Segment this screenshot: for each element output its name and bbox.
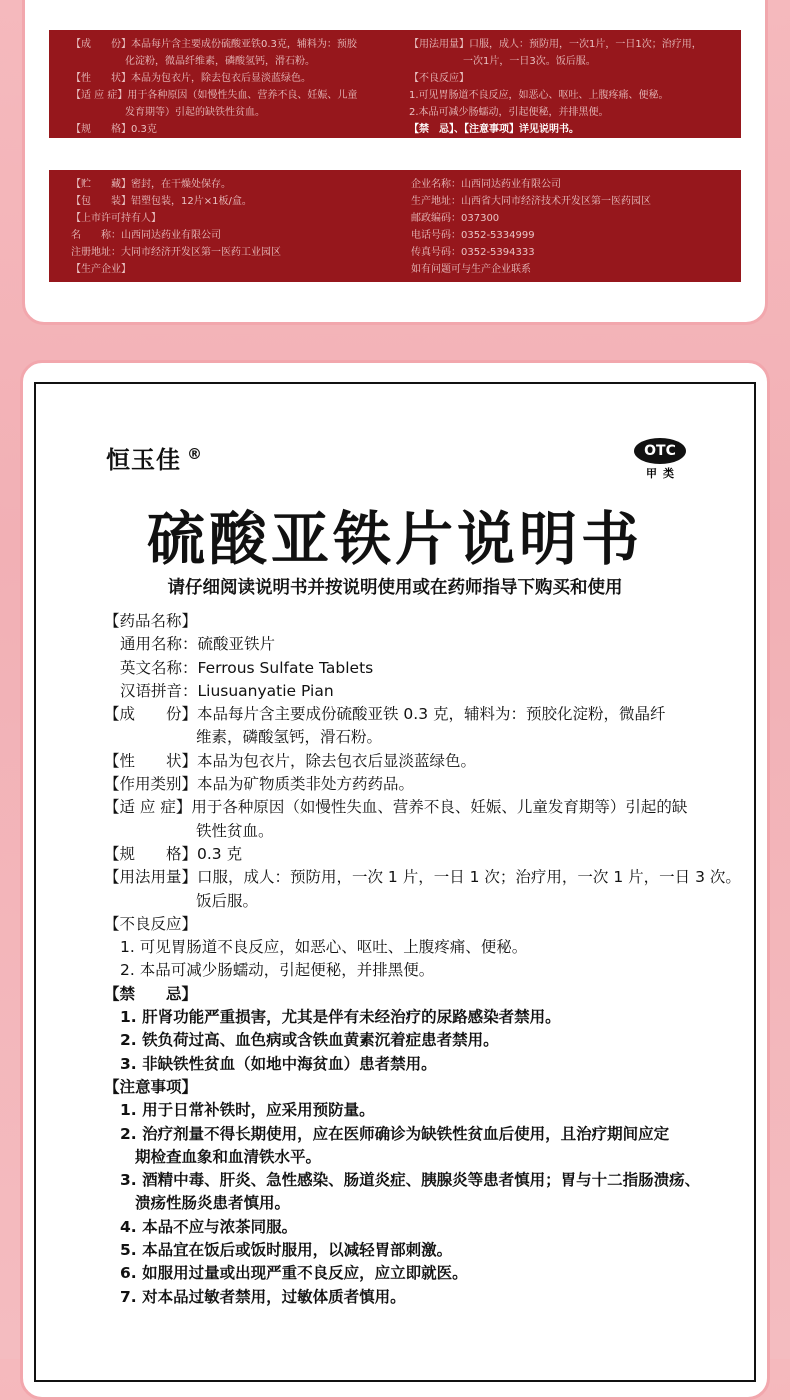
summary-line: 【适 应 症】用于各种原因（如慢性失血、营养不良、妊娠、儿童	[71, 90, 358, 101]
content-line: 通用名称：硫酸亚铁片	[120, 635, 276, 654]
summary-line: 发育期等）引起的缺铁性贫血。	[125, 107, 265, 118]
brand-name: 恒玉佳 ®	[106, 445, 203, 474]
summary-box-manufacturer	[49, 170, 741, 282]
summary-line: 【贮 藏】密封，在干燥处保存。	[71, 179, 231, 190]
registered-mark-icon: ®	[187, 445, 203, 463]
content-line: 维素，磷酸氢钙，滑石粉。	[196, 728, 383, 747]
otc-oval-icon: OTC	[634, 438, 686, 464]
section-heading: 【禁 忌】	[104, 984, 198, 1003]
content-line: 1. 肝肾功能严重损害，尤其是伴有未经治疗的尿路感染者禁用。	[120, 1008, 561, 1027]
content-line: 【性 状】本品为包衣片，除去包衣后显淡蓝绿色。	[104, 751, 477, 770]
otc-badge	[634, 438, 686, 481]
content-line: 5. 本品宜在饭后或饭时服用，以减轻胃部刺激。	[120, 1241, 453, 1260]
summary-line: 【生产企业】	[71, 264, 131, 275]
summary-line: 1.可见胃肠道不良反应，如恶心、呕吐、上腹疼痛、便秘。	[409, 90, 669, 101]
leaflet-content	[104, 610, 741, 1309]
content-line: 1. 可见胃肠道不良反应，如恶心、呕吐、上腹疼痛、便秘。	[120, 938, 528, 957]
summary-line: 【性 状】本品为包衣片，除去包衣后显淡蓝绿色。	[71, 73, 311, 84]
content-line: 6. 如服用过量或出现严重不良反应，应立即就医。	[120, 1264, 468, 1283]
summary-line: 电话号码：0352-5334999	[411, 230, 535, 241]
summary-line: 化淀粉，微晶纤维素，磷酸氢钙，滑石粉。	[125, 56, 315, 67]
content-line: 2. 治疗剂量不得长期使用，应在医师确诊为缺铁性贫血后使用，且治疗期间应定	[120, 1124, 670, 1143]
content-line: 铁性贫血。	[196, 821, 274, 840]
content-line: 【成 份】本品每片含主要成份硫酸亚铁 0.3 克，辅料为：预胶化淀粉，微晶纤	[104, 705, 666, 724]
summary-box-usage-left	[71, 36, 391, 138]
summary-line: 如有问题可与生产企业联系	[411, 264, 531, 275]
summary-line: 名 称：山西同达药业有限公司	[71, 230, 221, 241]
otc-class: 甲类	[646, 467, 680, 480]
content-line: 溃疡性肠炎患者慎用。	[135, 1194, 291, 1213]
summary-line: 【上市许可持有人】	[71, 213, 161, 224]
section-heading: 【不良反应】	[104, 914, 198, 933]
summary-line: 企业名称：山西同达药业有限公司	[411, 179, 561, 190]
content-line: 【作用类别】本品为矿物质类非处方药药品。	[104, 775, 415, 794]
leaflet-subtitle: 请仔细阅读说明书并按说明使用或在药师指导下购买和使用	[167, 578, 623, 598]
summary-line: 【禁 忌】、【注意事项】详见说明书。	[409, 124, 579, 135]
summary-line: 注册地址：大同市经济开发区第一医药工业园区	[71, 247, 281, 258]
content-line: 【用法用量】口服，成人：预防用，一次 1 片，一日 1 次；治疗用，一次 1 片，一日 3 次。	[104, 868, 741, 887]
leaflet-document	[34, 382, 756, 1382]
section-heading: 【注意事项】	[104, 1077, 198, 1096]
summary-line: 2.本品可减少肠蠕动，引起便秘，并排黑便。	[409, 107, 609, 118]
content-line: 汉语拼音：Liusuanyatie Pian	[120, 681, 334, 700]
content-line: 3. 酒精中毒、肝炎、急性感染、肠道炎症、胰腺炎等患者慎用；胃与十二指肠溃疡、	[120, 1171, 701, 1190]
summary-box-manufacturer-right	[411, 176, 731, 278]
section-heading: 【药品名称】	[104, 612, 198, 630]
content-line: 英文名称：Ferrous Sulfate Tablets	[120, 658, 374, 677]
leaflet-title: 硫酸亚铁片说明书	[146, 505, 643, 573]
content-line: 【适 应 症】用于各种原因（如慢性失血、营养不良、妊娠、儿童发育期等）引起的缺	[104, 798, 688, 817]
content-line: 1. 用于日常补铁时，应采用预防量。	[120, 1101, 375, 1120]
summary-box-manufacturer-left	[71, 176, 401, 278]
summary-line: 邮政编码：037300	[411, 213, 500, 224]
content-line: 期检查血象和血清铁水平。	[135, 1147, 322, 1166]
summary-line: 传真号码：0352-5394333	[411, 247, 535, 258]
summary-line: 【用法用量】口服，成人：预防用，一次1片，一日1次；治疗用，	[409, 39, 702, 50]
summary-line: 【规 格】0.3克	[71, 124, 157, 135]
content-line: 3. 非缺铁性贫血（如地中海贫血）患者禁用。	[120, 1054, 437, 1073]
summary-line: 【不良反应】	[409, 73, 469, 84]
summary-box-usage	[49, 30, 741, 138]
content-line: 饭后服。	[196, 891, 259, 910]
content-line: 2. 铁负荷过高、血色病或含铁血黄素沉着症患者禁用。	[120, 1031, 499, 1050]
summary-line: 【包 装】铝塑包装，12片×1板/盒。	[71, 196, 252, 207]
summary-line: 一次1片，一日3次。饭后服。	[463, 56, 596, 67]
content-line: 7. 对本品过敏者禁用，过敏体质者慎用。	[120, 1287, 406, 1306]
summary-box-usage-right	[409, 36, 729, 138]
content-line: 2. 本品可减少肠蠕动，引起便秘，并排黑便。	[120, 961, 435, 980]
summary-line: 生产地址：山西省大同市经济技术开发区第一医药园区	[411, 196, 651, 207]
content-line: 【规 格】0.3 克	[104, 844, 243, 863]
summary-line: 【成 份】本品每片含主要成份硫酸亚铁0.3克，辅料为：预胶	[71, 39, 357, 50]
content-line: 4. 本品不应与浓茶同服。	[120, 1217, 298, 1236]
